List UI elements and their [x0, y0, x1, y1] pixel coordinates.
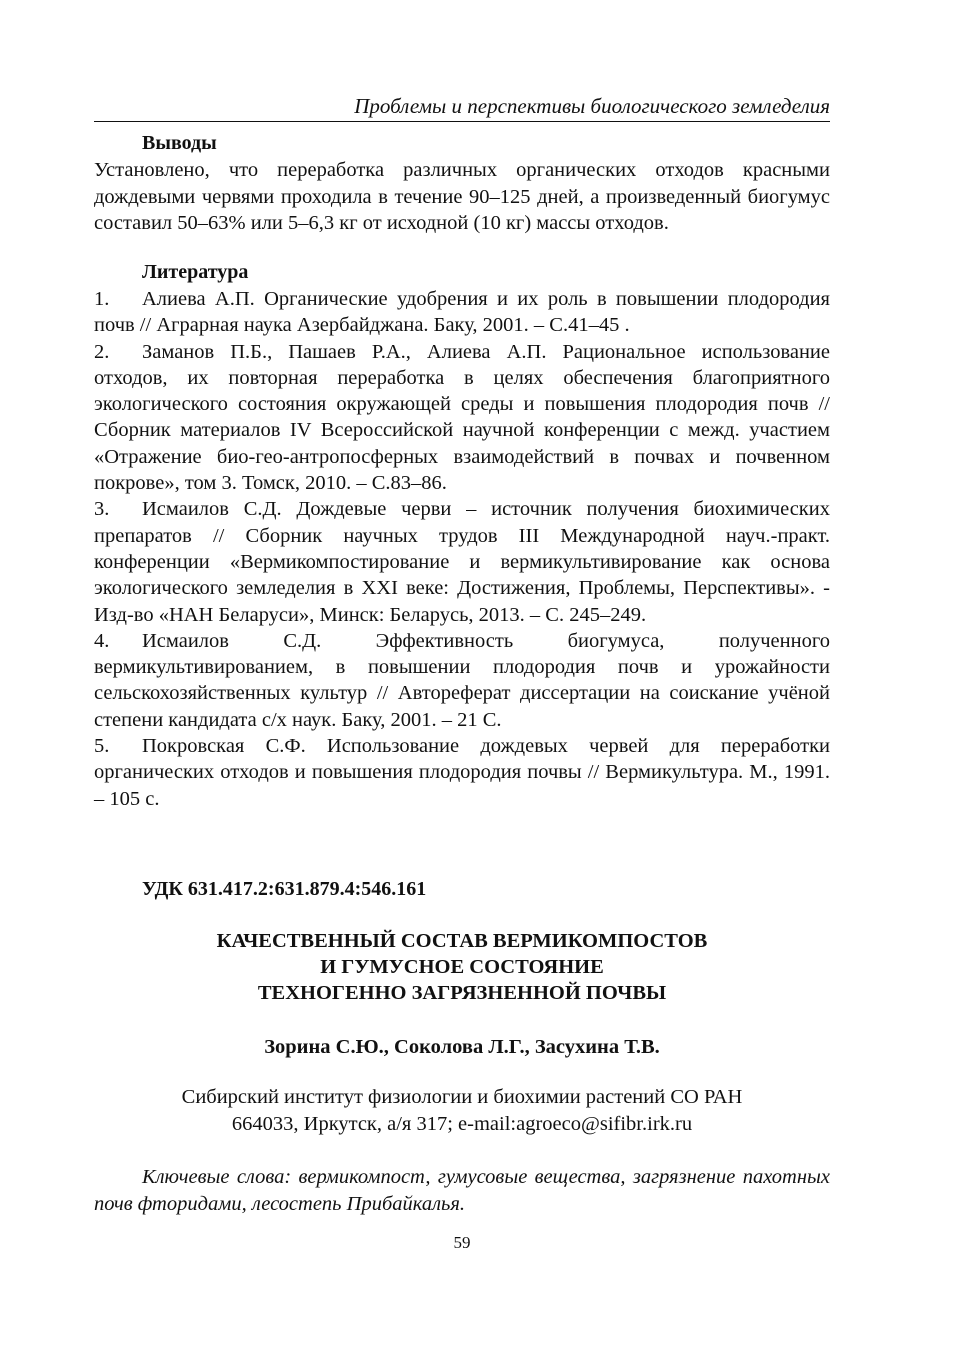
reference-item [94, 628, 830, 733]
running-title: Проблемы и перспективы биологического земледелия [354, 94, 830, 118]
reference-item [94, 496, 830, 627]
reference-item [94, 733, 830, 812]
reference-text: Алиева А.П. Органические удобрения и их роль в повышении плодородия почв // Аграрная наука Азербайджана. Баку, 2001. – С.41–45 . [94, 288, 830, 337]
affiliation-line: Сибирский институт физиологии и биохимии растений СО РАН [181, 1086, 743, 1108]
affiliation-line: 664033, Иркутск, а/я 317; e-mail:agroeco@sifibr.irk.ru [231, 1113, 693, 1135]
literature-heading: Литература [142, 261, 249, 283]
reference-text: Покровская С.Ф. Использование дождевых червей для переработки органических отходов и повышения плодородия почвы // Вермикультура. М., 1991. – 105 с. [94, 735, 830, 810]
article-title-line: КАЧЕСТВЕННЫЙ СОСТАВ ВЕРМИКОМПОСТОВ [216, 930, 708, 952]
reference-item [94, 339, 830, 497]
reference-number: 2. [94, 340, 110, 363]
conclusions-heading: Выводы [142, 132, 217, 154]
conclusions-text: Установлено, что переработка различных органических отходов красными дождевыми червями проходила в течение 90–125 дней, а произведенный биогумус составил 50–63% или 5–6,3 кг от исходной (10 кг) массы отходов. [94, 159, 830, 234]
article-authors: Зорина С.Ю., Соколова Л.Г., Засухина Т.В. [264, 1036, 660, 1058]
reference-number: 3. [94, 498, 110, 521]
reference-text: Исмаилов С.Д. Эффективность биогумуса, полученного вермикультивированием, в повышении плодородия почв и урожайности сельскохозяйственных культур // Автореферат диссертации на соискание учёной степени кандидата с/х наук. Баку, 2001. – 21 С. [94, 629, 830, 731]
reference-item [94, 286, 830, 339]
keywords: Ключевые слова: вермикомпост, гумусовые вещества, загрязнение пахотных почв фторидами, лесостепь Прибайкалья. [94, 1166, 830, 1215]
article-title [94, 928, 830, 1006]
reference-number: 5. [94, 735, 110, 758]
page-number: 59 [453, 1233, 471, 1252]
article-title-line: И ГУМУСНОЕ СОСТОЯНИЕ [320, 956, 604, 978]
udk-code: УДК 631.417.2:631.879.4:546.161 [142, 878, 427, 900]
reference-text: Заманов П.Б., Пашаев Р.А., Алиева А.П. Рациональное использование отходов, их повторная переработка в целях обеспечения благоприятного экологического состояния окружающей среды и повышения плодородия почв // Сборник материалов IV Всероссийской научной конференции с межд. участием «Отражение био-гео-антропосферных взаимодействий в почвах и почвенном покрове», том 3. Томск, 2010. – С.83–86. [94, 340, 830, 495]
reference-number: 1. [94, 288, 110, 310]
affiliation [94, 1084, 830, 1138]
article-title-line: ТЕХНОГЕННО ЗАГРЯЗНЕННОЙ ПОЧВЫ [257, 982, 667, 1004]
reference-list [94, 286, 830, 812]
running-header [94, 92, 830, 122]
reference-text: Исмаилов С.Д. Дождевые черви – источник получения биохимических препаратов // Сборник научных трудов III Международной науч.-практ. конференции «Вермикомпостирование и вермикультивирование как основа экологического земледелия в XXI веке: Достижения, Проблемы, Перспективы». - Изд-во «НАН Беларуси», Минск: Беларусь, 2013. – С. 245–249. [94, 498, 830, 626]
reference-number: 4. [94, 629, 110, 652]
